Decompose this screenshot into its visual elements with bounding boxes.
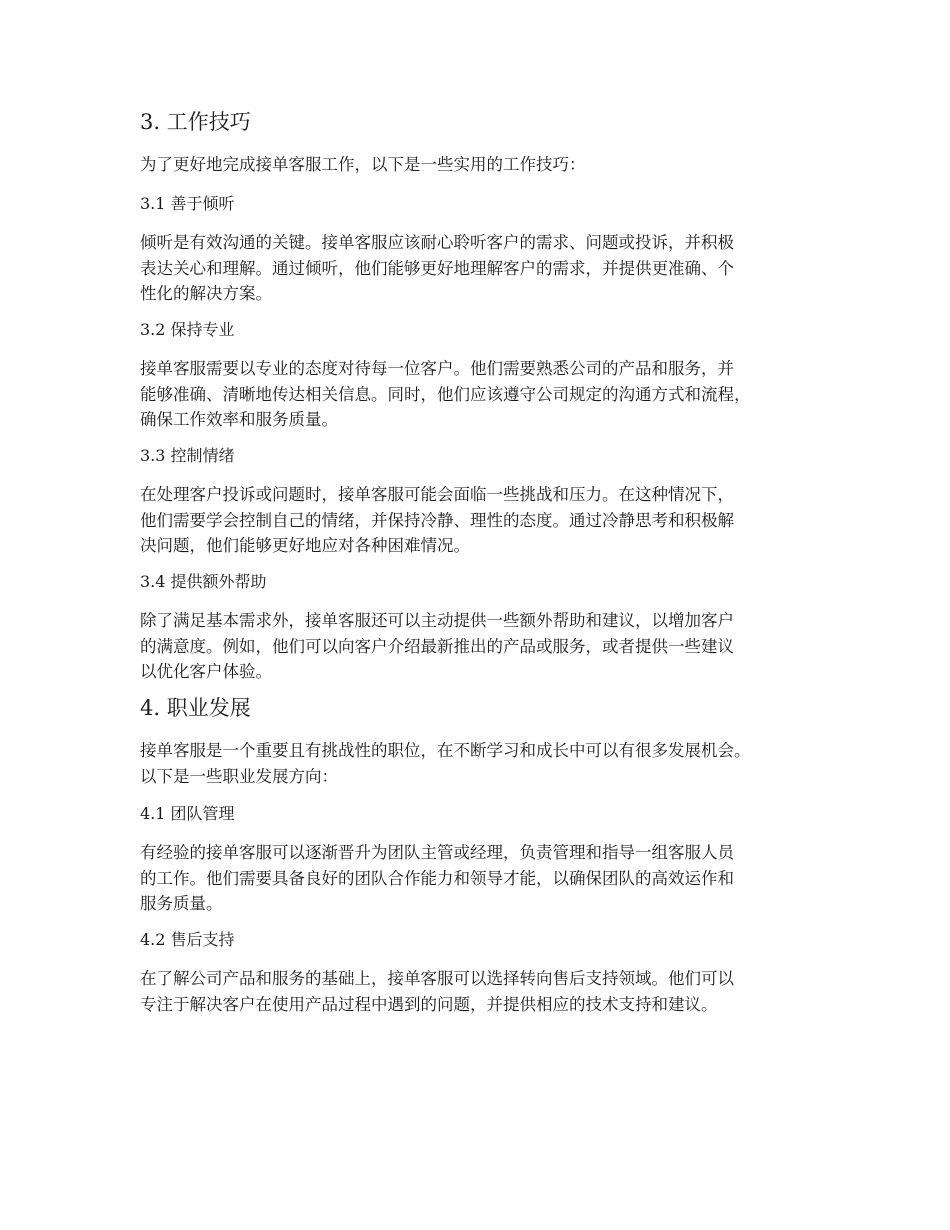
text-line: 在处理客户投诉或问题时，接单客服可能会面临一些挑战和压力。在这种情况下， [140, 485, 734, 504]
text-line: 专注于解决客户在使用产品过程中遇到的问题，并提供相应的技术支持和建议。 [140, 994, 718, 1014]
section-intro-work-skills [140, 152, 830, 178]
text-line: 能够准确、清晰地传达相关信息。同时，他们应该遵守公司规定的沟通方式和流程， [140, 384, 751, 404]
paragraph-emotion-control [140, 482, 830, 559]
text-line: 在了解公司产品和服务的基础上，接单客服可以选择转向售后支持领域。他们可以 [140, 969, 734, 988]
subsection-heading-emotion-control: 3.3 控制情绪 [140, 446, 235, 465]
section-heading-work-skills: 3. 工作技巧 [140, 110, 251, 134]
text-line: 倾听是有效沟通的关键。接单客服应该耐心聆听客户的需求、问题或投诉，并积极 [140, 233, 734, 252]
subsection-heading-after-sales: 4.2 售后支持 [140, 930, 235, 949]
paragraph-team-management [140, 840, 830, 917]
text-line: 性化的解决方案。 [140, 284, 272, 303]
text-line: 他们需要学会控制自己的情绪，并保持冷静、理性的态度。通过冷静思考和积极解 [140, 510, 734, 530]
subsection-heading-professional: 3.2 保持专业 [140, 320, 235, 339]
subsection-heading-extra-help: 3.4 提供额外帮助 [140, 572, 267, 591]
paragraph-after-sales [140, 966, 830, 1017]
text-line: 为了更好地完成接单客服工作，以下是一些实用的工作技巧： [140, 155, 586, 174]
text-line: 以下是一些职业发展方向： [140, 766, 338, 786]
section-heading-career-development: 4. 职业发展 [140, 696, 251, 720]
paragraph-extra-help [140, 608, 830, 685]
paragraph-listening [140, 230, 830, 307]
text-line: 接单客服需要以专业的态度对待每一位客户。他们需要熟悉公司的产品和服务，并 [140, 359, 734, 378]
text-line: 服务质量。 [140, 894, 223, 913]
text-line: 除了满足基本需求外，接单客服还可以主动提供一些额外帮助和建议，以增加客户 [140, 611, 734, 630]
section-intro-career-development [140, 738, 830, 789]
text-line: 有经验的接单客服可以逐渐晋升为团队主管或经理，负责管理和指导一组客服人员 [140, 843, 734, 862]
text-line: 以优化客户体验。 [140, 662, 272, 681]
text-line: 的工作。他们需要具备良好的团队合作能力和领导才能，以确保团队的高效运作和 [140, 868, 734, 888]
text-line: 的满意度。例如，他们可以向客户介绍最新推出的产品或服务，或者提供一些建议 [140, 636, 734, 656]
text-line: 决问题，他们能够更好地应对各种困难情况。 [140, 536, 470, 555]
text-line: 接单客服是一个重要且有挑战性的职位，在不断学习和成长中可以有很多发展机会。 [140, 741, 751, 760]
paragraph-professional [140, 356, 830, 433]
subsection-heading-listening: 3.1 善于倾听 [140, 194, 235, 213]
text-line: 表达关心和理解。通过倾听，他们能够更好地理解客户的需求，并提供更准确、个 [140, 258, 734, 278]
text-line: 确保工作效率和服务质量。 [140, 410, 338, 429]
subsection-heading-team-management: 4.1 团队管理 [140, 804, 235, 823]
